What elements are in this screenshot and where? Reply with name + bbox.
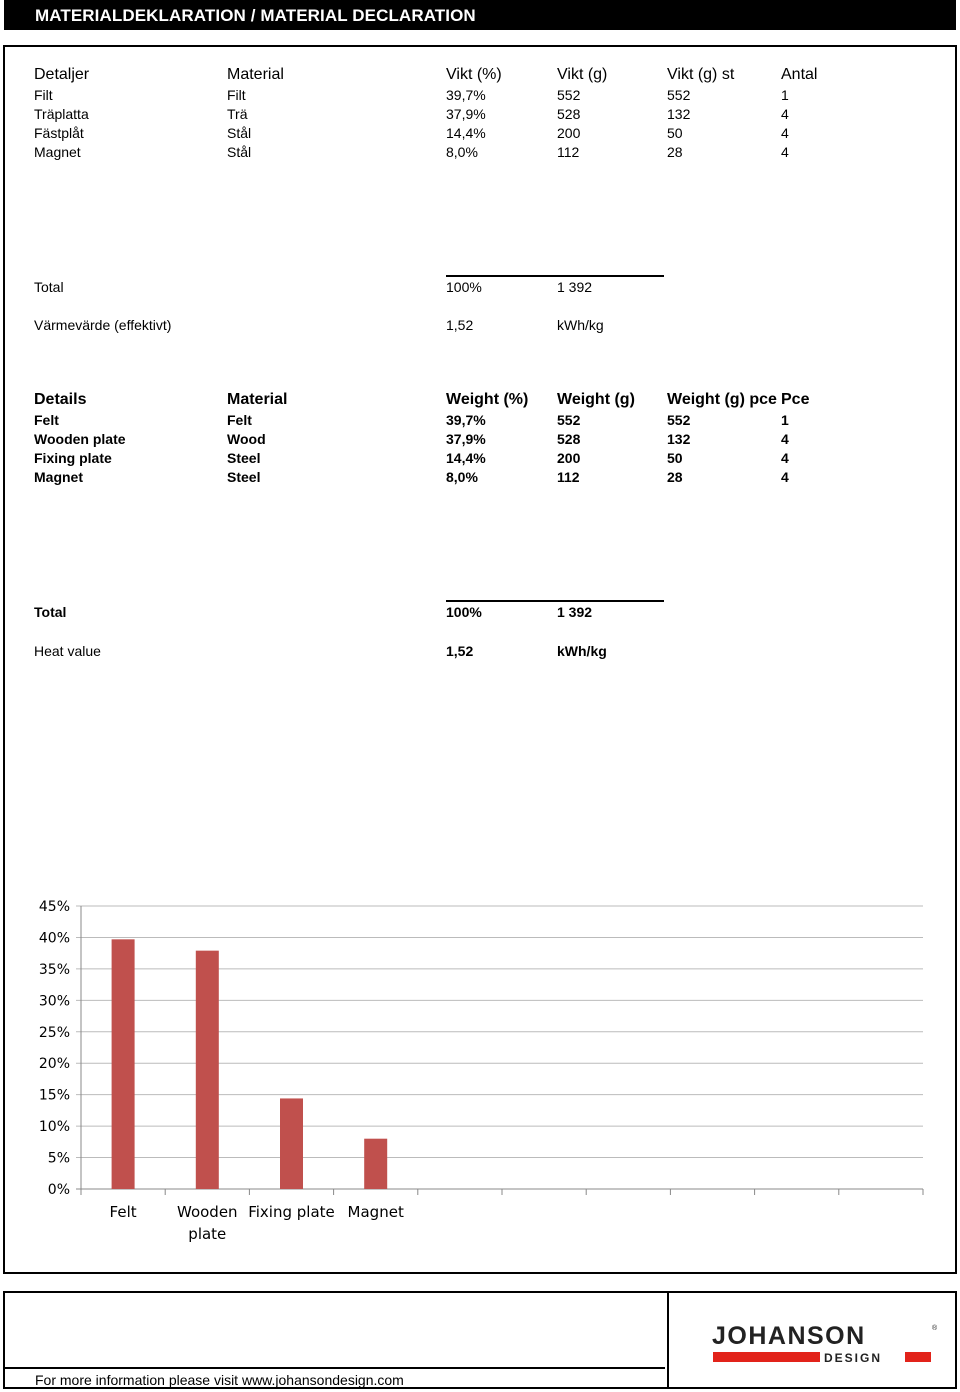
header-weight-per-piece-en: Weight (g) pce	[667, 391, 777, 408]
y-tick-label: 15%	[38, 1087, 70, 1104]
x-tick-label: Magnet	[347, 1203, 404, 1221]
y-tick-label: 20%	[38, 1056, 70, 1073]
table-cell: 552	[667, 412, 691, 428]
logo-accent-bar-left	[713, 1352, 820, 1362]
header-details-en: Details	[34, 391, 87, 408]
table-cell: Steel	[227, 469, 261, 485]
footer-divider	[667, 1293, 669, 1389]
total-label-en: Total	[34, 604, 67, 620]
total-percent-en: 100%	[446, 604, 482, 620]
bar-felt	[112, 939, 135, 1189]
table-cell: Trä	[227, 106, 248, 122]
table-cell: 39,7%	[446, 87, 486, 103]
table-cell: Fästplåt	[34, 125, 84, 141]
table-cell: 4	[781, 125, 789, 141]
table-cell: 39,7%	[446, 412, 486, 428]
y-tick-label: 30%	[38, 993, 70, 1010]
table-cell: 50	[667, 450, 683, 466]
table-cell: Filt	[34, 87, 53, 103]
header-count-sv: Antal	[781, 66, 818, 83]
heat-value-sv: 1,52	[446, 317, 474, 333]
table-cell: 528	[557, 431, 581, 447]
table-cell: 50	[667, 125, 683, 141]
table-cell: 14,4%	[446, 125, 486, 141]
total-rule	[446, 275, 664, 277]
table-cell: 4	[781, 450, 789, 466]
y-tick-label: 0%	[47, 1182, 70, 1198]
x-tick-label: Wooden	[177, 1203, 238, 1221]
x-tick-label: Fixing plate	[248, 1203, 335, 1221]
table-cell: 1	[781, 412, 789, 428]
table-cell: 200	[557, 450, 581, 466]
header-weight-per-piece-sv: Vikt (g) st	[667, 66, 735, 83]
table-cell: 112	[557, 469, 580, 485]
total-percent-sv: 100%	[446, 279, 482, 295]
table-cell: 552	[667, 87, 691, 103]
table-cell: 4	[781, 469, 789, 485]
heat-label-en: Heat value	[34, 643, 101, 659]
heat-unit-sv: kWh/kg	[557, 317, 604, 333]
table-cell: 14,4%	[446, 450, 486, 466]
y-tick-label: 35%	[38, 961, 70, 978]
header-weight-grams-en: Weight (g)	[557, 391, 635, 408]
bar-wooden-plate	[196, 951, 219, 1189]
table-cell: 4	[781, 106, 789, 122]
table-cell: Träplatta	[34, 106, 89, 122]
header-details-sv: Detaljer	[34, 66, 90, 83]
table-cell: Fixing plate	[34, 450, 112, 466]
bar-fixing-plate	[280, 1098, 303, 1189]
table-cell: 552	[557, 412, 581, 428]
table-cell: Felt	[227, 412, 252, 428]
table-cell: 528	[557, 106, 581, 122]
header-weight-percent-sv: Vikt (%)	[446, 66, 502, 83]
table-cell: 200	[557, 125, 581, 141]
table-cell: 132	[667, 431, 691, 447]
bar-magnet	[364, 1139, 387, 1189]
page-title: MATERIALDEKLARATION / MATERIAL DECLARATION	[35, 6, 476, 25]
johanson-design-logo	[712, 1322, 938, 1368]
logo-accent-bar-right	[905, 1352, 931, 1362]
table-cell: 112	[557, 144, 580, 160]
header-material-en: Material	[227, 391, 288, 408]
table-cell: 37,9%	[446, 431, 486, 447]
title-bar	[4, 0, 956, 30]
registered-mark-icon: ®	[932, 1325, 938, 1332]
x-tick-label: Felt	[109, 1203, 137, 1221]
heat-label-sv: Värmevärde (effektivt)	[34, 317, 172, 333]
table-cell: Wood	[227, 431, 266, 447]
table-cell: 28	[667, 144, 683, 160]
y-tick-label: 25%	[38, 1024, 70, 1041]
table-cell: 28	[667, 469, 683, 485]
table-cell: Magnet	[34, 469, 83, 485]
total-grams-en: 1 392	[557, 604, 593, 620]
table-cell: 37,9%	[446, 106, 486, 122]
header-material-sv: Material	[227, 66, 284, 83]
heat-unit-en: kWh/kg	[557, 643, 607, 659]
header-count-en: Pce	[781, 391, 810, 408]
total-rule	[446, 600, 664, 602]
logo-design-text: DESIGN	[824, 1351, 883, 1365]
table-cell: 4	[781, 144, 789, 160]
table-cell: Wooden plate	[34, 431, 126, 447]
logo-wordmark: JOHANSON	[712, 1322, 866, 1350]
table-cell: Stål	[227, 125, 252, 141]
table-cell: 132	[667, 106, 691, 122]
total-grams-sv: 1 392	[557, 279, 593, 295]
table-cell: Magnet	[34, 144, 81, 160]
footer-text-rule	[5, 1367, 665, 1369]
y-tick-label: 45%	[38, 899, 70, 915]
y-tick-label: 5%	[47, 1150, 70, 1167]
table-cell: 8,0%	[446, 469, 478, 485]
table-cell: 4	[781, 431, 789, 447]
footer-info-text: For more information please visit www.johansondesign.com	[35, 1372, 404, 1388]
total-label-sv: Total	[34, 279, 64, 295]
heat-value-en: 1,52	[446, 643, 474, 659]
header-weight-percent-en: Weight (%)	[446, 391, 529, 408]
table-cell: 552	[557, 87, 581, 103]
table-cell: Filt	[227, 87, 246, 103]
y-tick-label: 40%	[38, 930, 70, 947]
table-cell: 1	[781, 87, 789, 103]
table-cell: Steel	[227, 450, 261, 466]
material-weight-bar-chart	[20, 890, 940, 1250]
y-tick-label: 10%	[38, 1119, 70, 1136]
table-cell: Felt	[34, 412, 59, 428]
header-weight-grams-sv: Vikt (g)	[557, 66, 608, 83]
table-cell: Stål	[227, 144, 252, 160]
table-cell: 8,0%	[446, 144, 478, 160]
x-tick-label: plate	[188, 1225, 227, 1243]
